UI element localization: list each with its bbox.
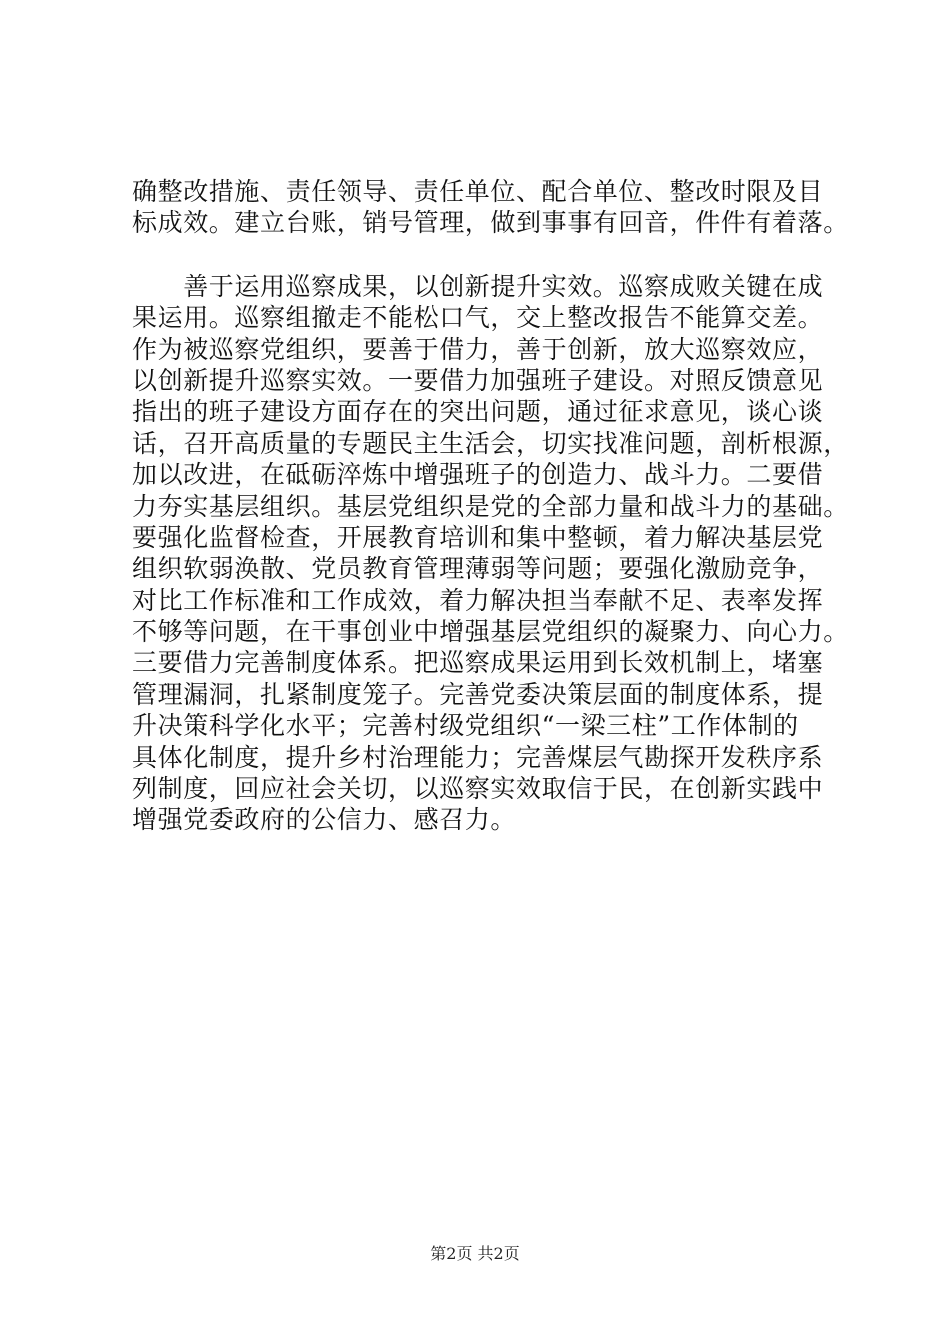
page-number-footer: 第2页 共2页 bbox=[430, 1244, 520, 1263]
text-line: 以创新提升巡察实效。一要借力加强班子建设。对照反馈意见 bbox=[132, 365, 824, 395]
text-line: 列制度，回应社会关切，以巡察实效取信于民，在创新实践中 bbox=[132, 774, 824, 804]
text-line: 具体化制度，提升乡村治理能力；完善煤层气勘探开发秩序系 bbox=[132, 742, 824, 772]
paragraph-2 bbox=[132, 271, 849, 836]
paragraph-gap bbox=[132, 239, 842, 271]
text-line: 确整改措施、责任领导、责任单位、配合单位、整改时限及目 bbox=[132, 177, 824, 206]
text-line: 增强党委政府的公信力、感召力。 bbox=[132, 805, 517, 835]
text-line: 果运用。巡察组撤走不能松口气，交上整改报告不能算交差。 bbox=[132, 303, 824, 333]
document-body bbox=[132, 176, 849, 836]
paragraph-1 bbox=[132, 176, 849, 239]
text-line: 指出的班子建设方面存在的突出问题，通过征求意见，谈心谈 bbox=[132, 397, 824, 427]
text-line: 对比工作标准和工作成效，着力解决担当奉献不足、表率发挥 bbox=[132, 585, 824, 615]
text-line: 三要借力完善制度体系。把巡察成果运用到长效机制上，堵塞 bbox=[132, 648, 824, 678]
text-line: 加以改进，在砥砺淬炼中增强班子的创造力、战斗力。二要借 bbox=[132, 460, 824, 490]
text-line: 管理漏洞，扎紧制度笼子。完善党委决策层面的制度体系，提 bbox=[132, 679, 824, 709]
text-line: 作为被巡察党组织，要善于借力，善于创新，放大巡察效应， bbox=[132, 334, 824, 364]
text-line: 要强化监督检查，开展教育培训和集中整顿，着力解决基层党 bbox=[132, 522, 824, 552]
text-line: 话，召开高质量的专题民主生活会，切实找准问题，剖析根源， bbox=[132, 428, 849, 458]
text-line: 组织软弱涣散、党员教育管理薄弱等问题；要强化激励竞争， bbox=[132, 554, 824, 584]
text-line: 不够等问题，在干事创业中增强基层党组织的凝聚力、向心力。 bbox=[132, 617, 849, 647]
text-line: 力夯实基层组织。基层党组织是党的全部力量和战斗力的基础。 bbox=[132, 491, 849, 521]
text-line: 善于运用巡察成果，以创新提升实效。巡察成败关键在成 bbox=[132, 271, 824, 301]
text-line: 标成效。建立台账，销号管理，做到事事有回音，件件有着落。 bbox=[132, 208, 849, 238]
text-line: 升决策科学化水平；完善村级党组织“一梁三柱”工作体制的 bbox=[132, 711, 799, 741]
